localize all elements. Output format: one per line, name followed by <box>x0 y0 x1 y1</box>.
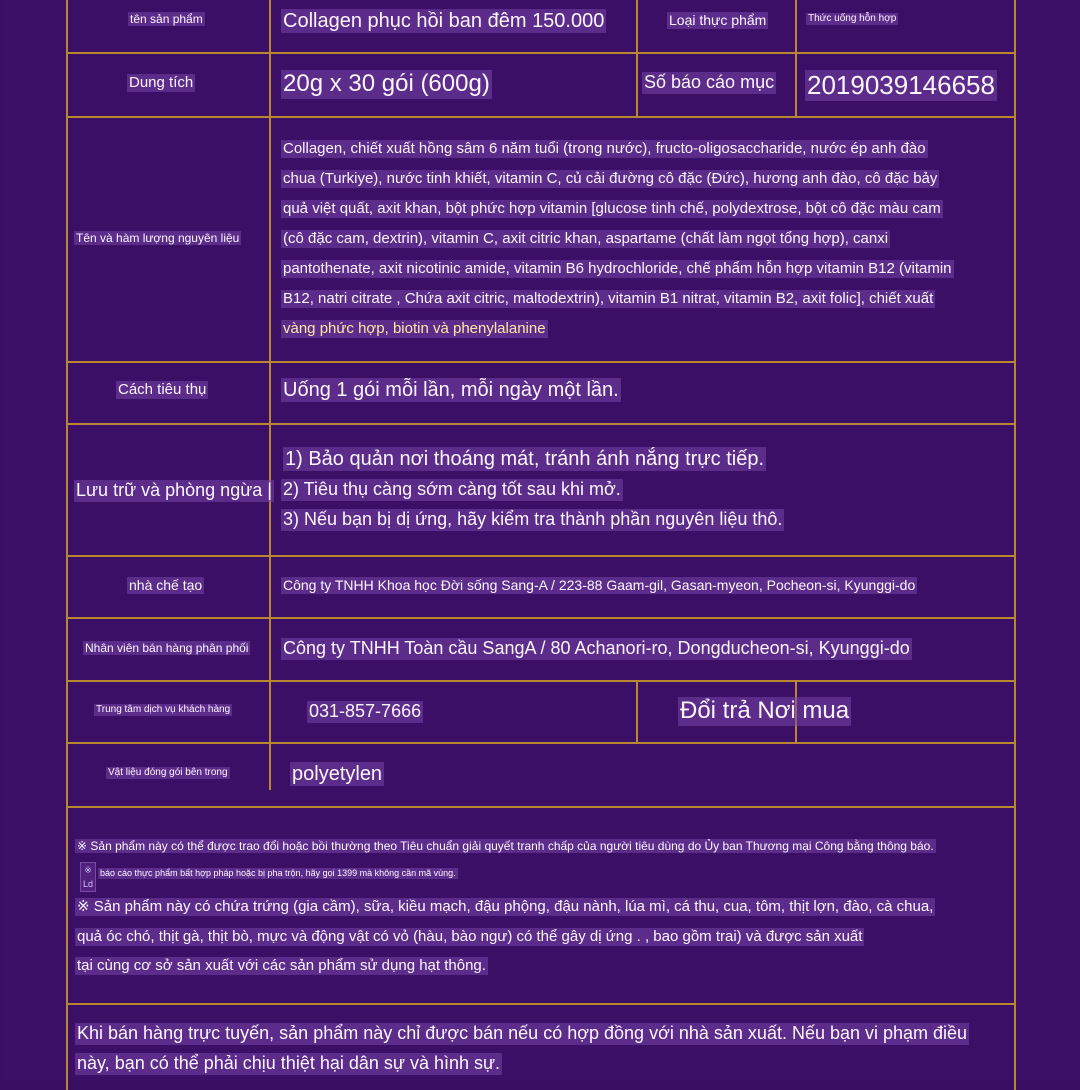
report-number-value: 2019039146658 <box>807 70 995 100</box>
row-divider <box>66 617 1016 619</box>
ingredients-line: Collagen, chiết xuất hồng sâm 6 năm tuổi (trong nước), fructo-oligosaccharide, nước ép anh đào <box>283 140 926 157</box>
row-divider <box>66 555 1016 557</box>
row-divider <box>66 423 1016 425</box>
row-divider <box>66 1003 1016 1005</box>
row-divider <box>66 52 1016 54</box>
column-divider <box>636 0 638 117</box>
allergy-line: quả óc chó, thịt gà, thịt bò, mực và động vật có vỏ (hàu, bào ngư) có thể gây dị ứng . , bao gồm trai) và được sản xuất <box>77 928 863 945</box>
illegal-food-report-note: báo cáo thực phẩm bất hợp pháp hoặc bị pha trộn, hãy gọi 1399 mà không cần mã vùng. <box>100 868 456 878</box>
ingredients-line: pantothenate, axit nicotinic amide, vitamin B6 hydrochloride, chế phẩm hỗn hợp vitamin B12 (vitamin <box>283 260 952 277</box>
volume-value: 20g x 30 gói (600g) <box>283 70 490 97</box>
usage-label: Cách tiêu thụ <box>118 381 207 398</box>
row-divider <box>66 742 1016 744</box>
ingredients-line: quả việt quất, axit khan, bột phức hợp vitamin [glucose tinh chế, polydextrose, bột cô đặc màu cam <box>283 200 941 217</box>
storage-label: Lưu trữ và phòng ngừa | <box>76 480 272 500</box>
storage-line: 1) Bảo quản nơi thoáng mát, tránh ánh nắng trực tiếp. <box>285 448 765 470</box>
return-policy-text: Đổi trả Nơi mua <box>680 697 850 724</box>
food-type-value: Thức uống hỗn hợp <box>808 13 897 24</box>
row-divider <box>66 806 1016 808</box>
ingredients-line: vàng phức hợp, biotin và phenylalanine <box>283 320 546 337</box>
column-divider <box>636 680 638 743</box>
storage-line: 3) Nếu bạn bị dị ứng, hãy kiểm tra thành phần nguyên liệu thô. <box>283 509 783 529</box>
row-divider <box>66 680 1016 682</box>
ingredients-line: B12, natri citrate , Chứa axit citric, maltodextrin), vitamin B1 nitrat, vitamin B2, axit folic], chiết xuất <box>283 290 934 307</box>
storage-line: 2) Tiêu thụ càng sớm càng tốt sau khi mở. <box>283 479 621 499</box>
column-divider <box>795 0 797 117</box>
row-divider <box>66 116 1016 118</box>
distributor-label: Nhân viên bán hàng phân phối <box>85 641 249 655</box>
ingredients-line: chua (Turkiye), nước tinh khiết, vitamin C, củ cải đường cô đặc (Đức), hương anh đào, cô đặc bảy <box>283 170 938 187</box>
small-mark: ※ Ld <box>80 862 96 892</box>
manufacturer-label: nhà chế tạo <box>129 577 203 593</box>
product-name-label: tên sản phẩm <box>130 12 203 26</box>
product-name-value: Collagen phục hồi ban đêm 150.000 <box>283 10 605 32</box>
column-divider <box>269 0 271 790</box>
online-sale-line: Khi bán hàng trực tuyến, sản phẩm này chỉ được bán nếu có hợp đồng với nhà sản xuất. Nếu bạn vi phạm điều <box>77 1023 968 1043</box>
volume-label: Dung tích <box>129 74 194 91</box>
packaging-value: polyetylen <box>292 763 383 785</box>
customer-service-phone: 031-857-7666 <box>309 701 422 721</box>
customer-service-label: Trung tâm dịch vụ khách hàng <box>96 704 231 715</box>
allergy-line: ※ Sản phẩm này có chứa trứng (gia cầm), sữa, kiều mạch, đậu phộng, đậu nành, lúa mì, cá thu, cua, tôm, thịt lợn, đào, cà chua, <box>77 898 934 915</box>
online-sale-line: này, bạn có thể phải chịu thiệt hại dân sự và hình sự. <box>77 1053 501 1073</box>
dispute-note: ※ Sản phẩm này có thể được trao đổi hoặc bồi thường theo Tiêu chuẩn giải quyết tranh chấp của người tiêu dùng do Ủy ban Thương mại Công bằng thông báo. <box>77 839 934 853</box>
usage-value: Uống 1 gói mỗi lần, mỗi ngày một lần. <box>283 379 619 401</box>
allergy-line: tại cùng cơ sở sản xuất với các sản phẩm sử dụng hạt thông. <box>77 957 486 974</box>
packaging-label: Vật liệu đóng gói bên trong <box>108 767 228 778</box>
ingredients-line: (cô đặc cam, dextrin), vitamin C, axit citric khan, aspartame (chất làm ngọt tổng hợp), canxi <box>283 230 889 247</box>
row-divider <box>66 361 1016 363</box>
info-table-frame <box>66 0 1016 1090</box>
food-type-label: Loại thực phẩm <box>669 12 767 28</box>
ingredients-label: Tên và hàm lượng nguyên liệu <box>76 231 240 245</box>
distributor-value: Công ty TNHH Toàn cầu SangA / 80 Achanori-ro, Dongducheon-si, Kyunggi-do <box>283 638 910 658</box>
manufacturer-value: Công ty TNHH Khoa học Đời sống Sang-A / 223-88 Gaam-gil, Gasan-myeon, Pocheon-si, Kyunggi-do <box>283 577 916 593</box>
report-number-label: Số báo cáo mục <box>644 72 775 92</box>
